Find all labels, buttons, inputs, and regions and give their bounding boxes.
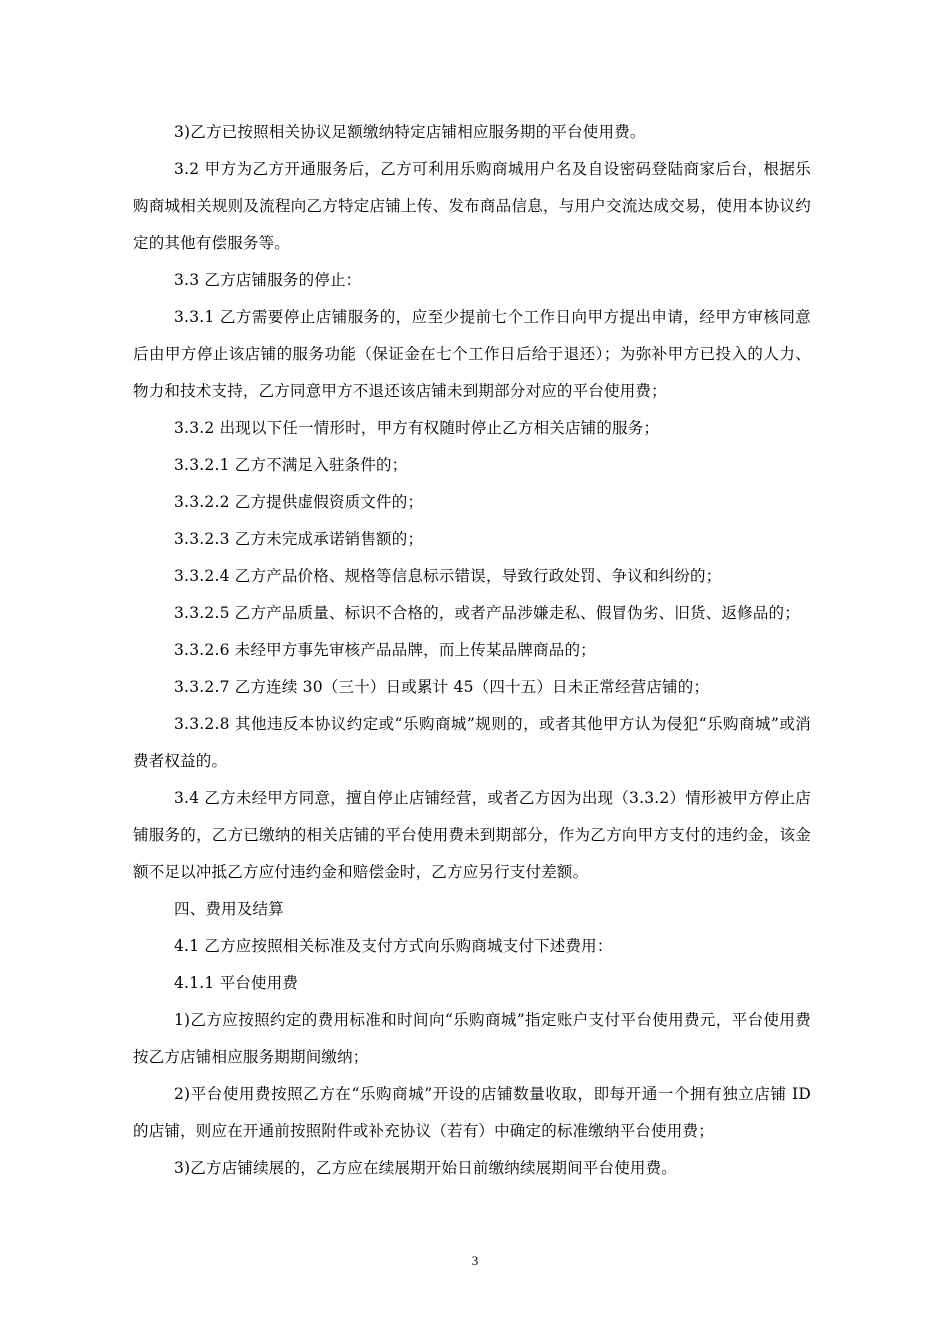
paragraph-3-3-service-stop: 3.3 乙方店铺服务的停止： <box>174 271 362 289</box>
page-number: 3 <box>471 1253 479 1268</box>
section-heading-fees: 四、费用及结算 <box>174 900 284 918</box>
paragraph-3-3-2-7: 3.3.2.7 乙方连续 30（三十）日或累计 45（四十五）日未正常经营店铺的； <box>174 678 710 696</box>
paragraph-3-3-2-3: 3.3.2.3 乙方未完成承诺销售额的； <box>174 530 424 548</box>
paragraph-3-3-2-6: 3.3.2.6 未经甲方事先审核产品品牌，而上传某品牌商品的； <box>174 641 596 659</box>
paragraph-3-3-2-8: 3.3.2.8 其他违反本协议约定或“乐购商城”规则的，或者其他甲方认为侵犯“乐购商城”或消费者权益的。 <box>133 715 811 770</box>
paragraph-4-1: 4.1 乙方应按照相关标准及支付方式向乐购商城支付下述费用： <box>174 937 613 955</box>
paragraph-3-3-2-2: 3.3.2.2 乙方提供虚假资质文件的； <box>174 493 424 511</box>
paragraph-4-1-1-item-2: 2)平台使用费按照乙方在“乐购商城”开设的店铺数量收取，即每开通一个拥有独立店铺 ID 的店铺，则应在开通前按照附件或补充协议（若有）中确定的标准缴纳平台使用费； <box>133 1085 811 1140</box>
paragraph-3-3-2-1: 3.3.2.1 乙方不满足入驻条件的； <box>174 456 408 474</box>
paragraph-3-3-2-5: 3.3.2.5 乙方产品质量、标识不合格的，或者产品涉嫌走私、假冒伪劣、旧货、返修品的； <box>174 604 800 622</box>
paragraph-3-payment-fee: 3)乙方已按照相关协议足额缴纳特定店铺相应服务期的平台使用费。 <box>174 123 646 141</box>
paragraph-3-2-service-activation: 3.2 甲方为乙方开通服务后，乙方可利用乐购商城用户名及自设密码登陆商家后台，根据乐购商城相关规则及流程向乙方特定店铺上传、发布商品信息，与用户交流达成交易，使用本协议约定的其他有偿服务等。 <box>133 160 811 252</box>
paragraph-3-4: 3.4 乙方未经甲方同意，擅自停止店铺经营，或者乙方因为出现（3.3.2）情形被甲方停止店铺服务的，乙方已缴纳的相关店铺的平台使用费未到期部分，作为乙方向甲方支付的违约金，该金额不足以冲抵乙方应付违约金和赔偿金时，乙方应另行支付差额。 <box>133 789 811 881</box>
paragraph-3-3-2-4: 3.3.2.4 乙方产品价格、规格等信息标示错误，导致行政处罚、争议和纠纷的； <box>174 567 722 585</box>
paragraph-4-1-1-item-1: 1)乙方应按照约定的费用标准和时间向“乐购商城”指定账户支付平台使用费元，平台使用费按乙方店铺相应服务期期间缴纳； <box>133 1011 811 1066</box>
paragraph-3-3-2: 3.3.2 出现以下任一情形时，甲方有权随时停止乙方相关店铺的服务； <box>174 419 660 437</box>
paragraph-3-3-1: 3.3.1 乙方需要停止店铺服务的，应至少提前七个工作日向甲方提出申请，经甲方审核同意后由甲方停止该店铺的服务功能（保证金在七个工作日后给于退还）；为弥补甲方已投入的人力、物力和技术支持，乙方同意甲方不退还该店铺未到期部分对应的平台使用费； <box>133 308 811 400</box>
document-body <box>133 114 811 1187</box>
paragraph-4-1-1-item-3: 3)乙方店铺续展的，乙方应在续展期开始日前缴纳续展期间平台使用费。 <box>174 1159 678 1177</box>
paragraph-4-1-1: 4.1.1 平台使用费 <box>174 974 299 992</box>
